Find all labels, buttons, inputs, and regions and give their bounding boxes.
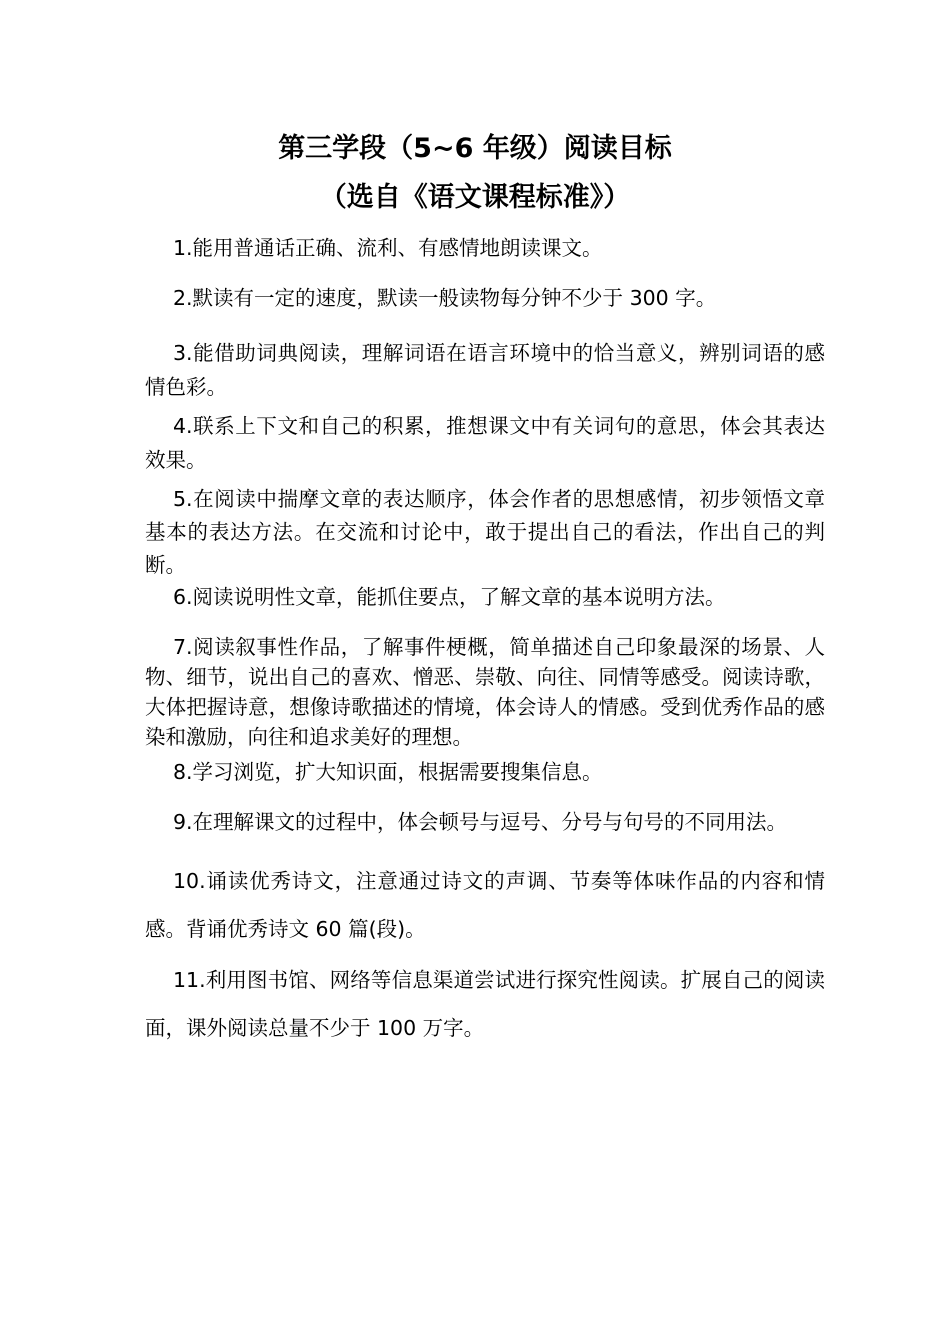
reading-goal-11: 11.利用图书馆、网络等信息渠道尝试进行探究性阅读。扩展自己的阅读面，课外阅读总量不少于 100 万字。 [145, 968, 825, 1040]
reading-goal-5: 5.在阅读中揣摩文章的表达顺序，体会作者的思想感情，初步领悟文章基本的表达方法。在交流和讨论中，敢于提出自己的看法，作出自己的判断。 [145, 487, 825, 577]
reading-goal-9: 9.在理解课文的过程中，体会顿号与逗号、分号与句号的不同用法。 [173, 810, 788, 834]
reading-goal-1: 1.能用普通话正确、流利、有感情地朗读课文。 [173, 236, 603, 260]
reading-goal-3: 3.能借助词典阅读，理解词语在语言环境中的恰当意义，辨别词语的感情色彩。 [145, 341, 825, 399]
reading-goal-2: 2.默读有一定的速度，默读一般读物每分钟不少于 300 字。 [173, 286, 717, 310]
document-title: 第三学段（5~6 年级）阅读目标 [278, 133, 672, 164]
document-subtitle: （选自《语文课程标准》） [319, 182, 631, 213]
reading-goal-7: 7.阅读叙事性作品，了解事件梗概，简单描述自己印象最深的场景、人物、细节，说出自己的喜欢、憎恶、崇敬、向往、同情等感受。阅读诗歌，大体把握诗意，想像诗歌描述的情境，体会诗人的情感。受到优秀作品的感染和激励，向往和追求美好的理想。 [145, 635, 825, 749]
reading-goal-6: 6.阅读说明性文章，能抓住要点，了解文章的基本说明方法。 [173, 585, 726, 609]
reading-goal-10: 10.诵读优秀诗文，注意通过诗文的声调、节奏等体味作品的内容和情感。背诵优秀诗文 60 篇(段)。 [145, 869, 825, 941]
reading-goal-8: 8.学习浏览，扩大知识面，根据需要搜集信息。 [173, 760, 603, 784]
reading-goal-4: 4.联系上下文和自己的积累，推想课文中有关词句的意思，体会其表达效果。 [145, 414, 825, 472]
